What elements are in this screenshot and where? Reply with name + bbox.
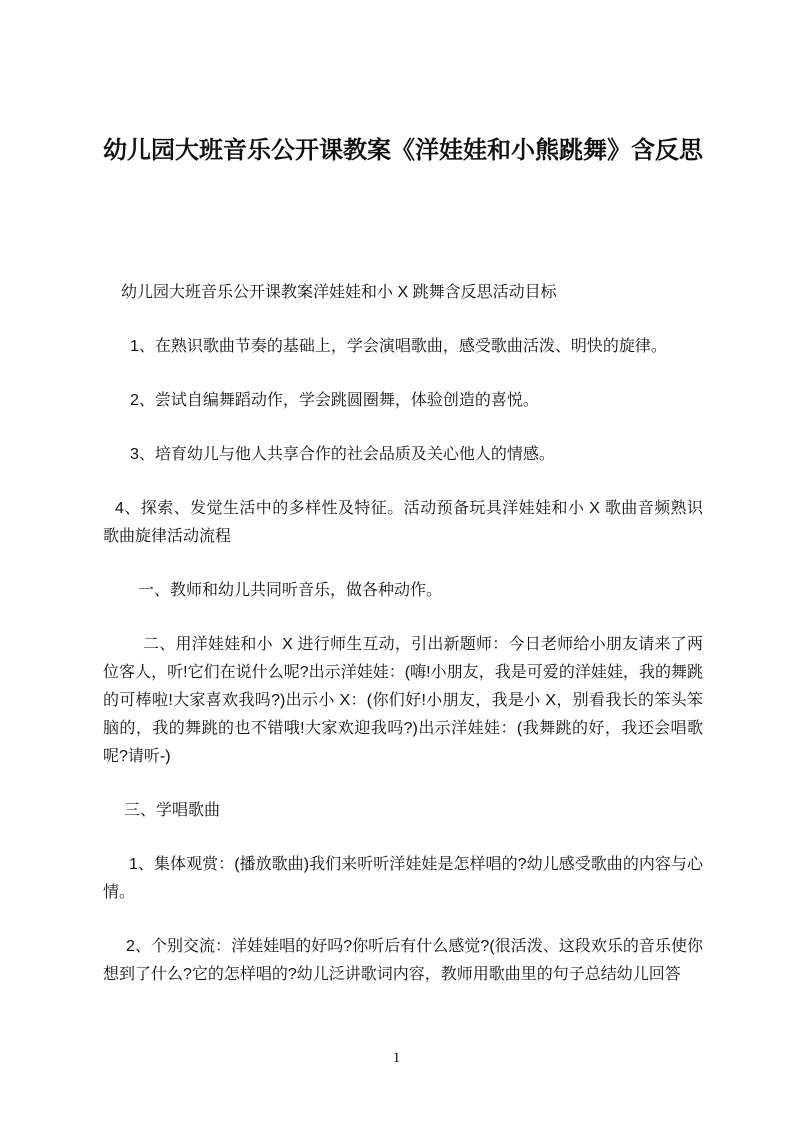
paragraph-step-3: 三、学唱歌曲 [124,802,221,819]
paragraph-goal-3: 3、培育幼儿与他人共享合作的社会品质及关心他人的情感。 [130,446,555,463]
document-title: 幼儿园大班音乐公开课教案《洋娃娃和小熊跳舞》含反思 [103,137,703,164]
paragraph-goal-1: 1、在熟识歌曲节奏的基础上，学会演唱歌曲，感受歌曲活泼、明快的旋律。 [130,338,667,355]
paragraph-goal-2: 2、尝试自编舞蹈动作，学会跳圆圈舞，体验创造的喜悦。 [130,392,539,409]
paragraph-goal-4-preparation: 4、探索、发觉生活中的多样性及特征。活动预备玩具洋娃娃和小 X 歌曲音频熟识歌曲旋律活动流程 [103,500,703,545]
paragraph-step-1: 一、教师和幼儿共同听音乐，做各种动作。 [138,582,443,599]
paragraph-step-2: 二、用洋娃娃和小 X 进行师生互动，引出新题师：今日老师给小朋友请来了两位客人，听!它们在说什么呢?出示洋娃娃：(嗨!小朋友，我是可爱的洋娃娃，我的舞跳的可棒啦!大家喜欢我吗?)出示小 X：(你们好!小朋友，我是小 X，别看我长的笨头笨脑的，我的舞跳的也不错哦!大家欢迎我吗?)出示洋娃娃：(我舞跳的好，我还会唱歌呢?请听-) [103,636,703,765]
paragraph-step-3-item-1: 1、集体观赏：(播放歌曲)我们来听听洋娃娃是怎样唱的?幼儿感受歌曲的内容与心情。 [103,856,703,901]
paragraph-step-3-item-2: 2、个别交流：洋娃娃唱的好吗?你听后有什么感觉?(很活泼、这段欢乐的音乐使你想到了什么?它的怎样唱的?幼儿泛讲歌词内容，教师用歌曲里的句子总结幼儿回答 [103,938,703,983]
page-number: 1 [392,1050,401,1066]
paragraph-intro-goals: 幼儿园大班音乐公开课教案洋娃娃和小 X 跳舞含反思活动目标 [121,284,557,301]
